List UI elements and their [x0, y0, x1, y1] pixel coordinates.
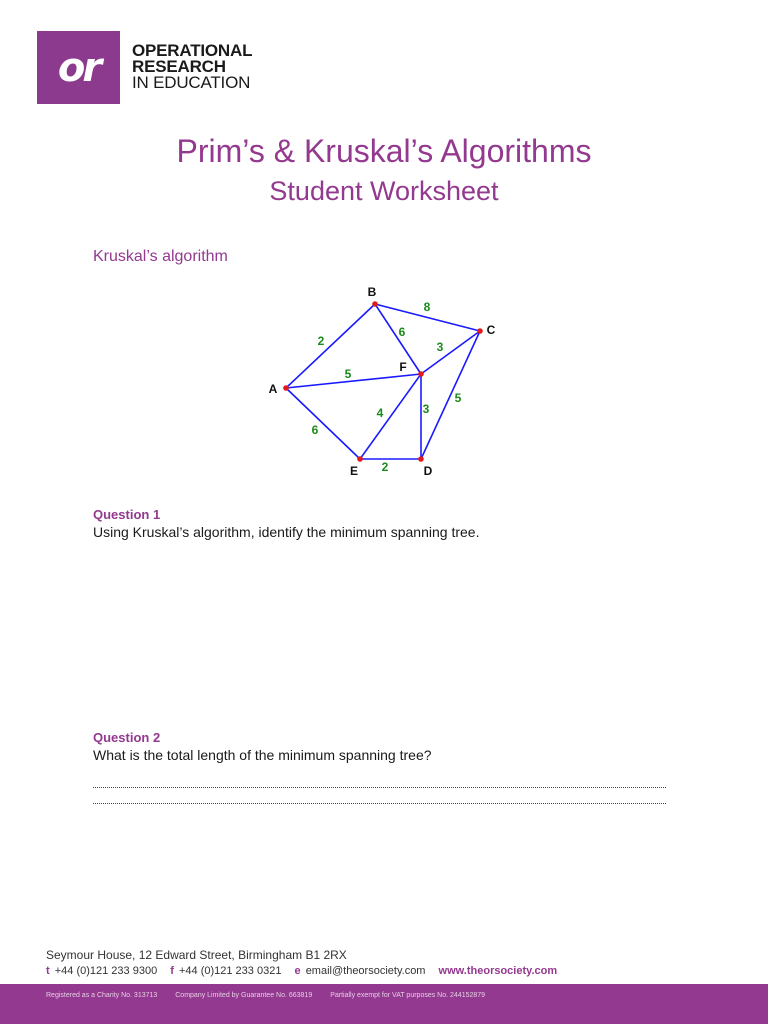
node-E [357, 456, 363, 462]
vat-number: Partially exempt for VAT purposes No. 244152879 [330, 992, 486, 999]
question-1-label: Question 1 [93, 507, 161, 522]
node-label-D: D [423, 464, 433, 478]
node-label-E: E [349, 464, 359, 478]
node-D [418, 456, 424, 462]
answer-line-1[interactable] [93, 787, 666, 788]
email-key: e [294, 965, 301, 977]
website-link[interactable]: www.theorsociety.com [438, 965, 558, 977]
node-label-A: A [268, 382, 278, 396]
node-label-B: B [367, 285, 377, 299]
edge-weight-BF: 6 [398, 325, 406, 339]
edge-weight-CD: 5 [454, 391, 462, 405]
edge-AF [286, 374, 421, 388]
page-title: Prim’s & Kruskal’s Algorithms [176, 133, 592, 169]
section-heading: Kruskal’s algorithm [93, 248, 228, 265]
logo-line-2: RESEARCH [132, 57, 226, 76]
question-2-text: What is the total length of the minimum spanning tree? [93, 747, 432, 763]
page-subtitle: Student Worksheet [269, 176, 499, 206]
edge-weight-FD: 3 [422, 402, 430, 416]
node-C [477, 328, 483, 334]
edge-weight-AB: 2 [317, 334, 325, 348]
charity-number: Registered as a Charity No. 313713 [46, 992, 158, 999]
node-F [418, 371, 424, 377]
edge-FC [421, 331, 480, 374]
edge-EF [360, 374, 421, 459]
fax-key: f [170, 965, 174, 977]
node-label-C: C [486, 323, 496, 337]
edge-AE [286, 388, 360, 459]
node-label-F: F [399, 360, 407, 374]
edge-weight-FC: 3 [436, 340, 444, 354]
phone-number: +44 (0)121 233 9300 [54, 965, 158, 977]
question-1-text: Using Kruskal’s algorithm, identify the minimum spanning tree. [93, 524, 480, 540]
company-number: Company Limited by Guarantee No. 663819 [175, 992, 313, 999]
fax-number: +44 (0)121 233 0321 [178, 965, 282, 977]
node-A [283, 385, 289, 391]
edge-weight-EF: 4 [376, 406, 384, 420]
logo-mark: or [57, 44, 100, 91]
logo-line-1: OPERATIONAL [132, 41, 253, 60]
footer-address: Seymour House, 12 Edward Street, Birmingham B1 2RX [46, 948, 347, 962]
footer-legal [46, 992, 501, 999]
footer-bar [0, 984, 768, 1024]
graph-nodes [283, 301, 483, 462]
edge-CD [421, 331, 480, 459]
logo-line-3: IN EDUCATION [132, 73, 251, 92]
email-link[interactable]: email@theorsociety.com [305, 965, 426, 977]
answer-line-2[interactable] [93, 803, 666, 804]
edge-AB [286, 304, 375, 388]
network-graph [0, 0, 768, 500]
question-2-label: Question 2 [93, 730, 161, 745]
footer-contact [46, 965, 557, 977]
node-B [372, 301, 378, 307]
edge-weight-AE: 6 [311, 423, 319, 437]
edge-weight-AF: 5 [344, 367, 352, 381]
edge-weight-ED: 2 [381, 460, 389, 474]
edge-weight-BC: 8 [423, 300, 431, 314]
phone-key: t [46, 965, 50, 977]
